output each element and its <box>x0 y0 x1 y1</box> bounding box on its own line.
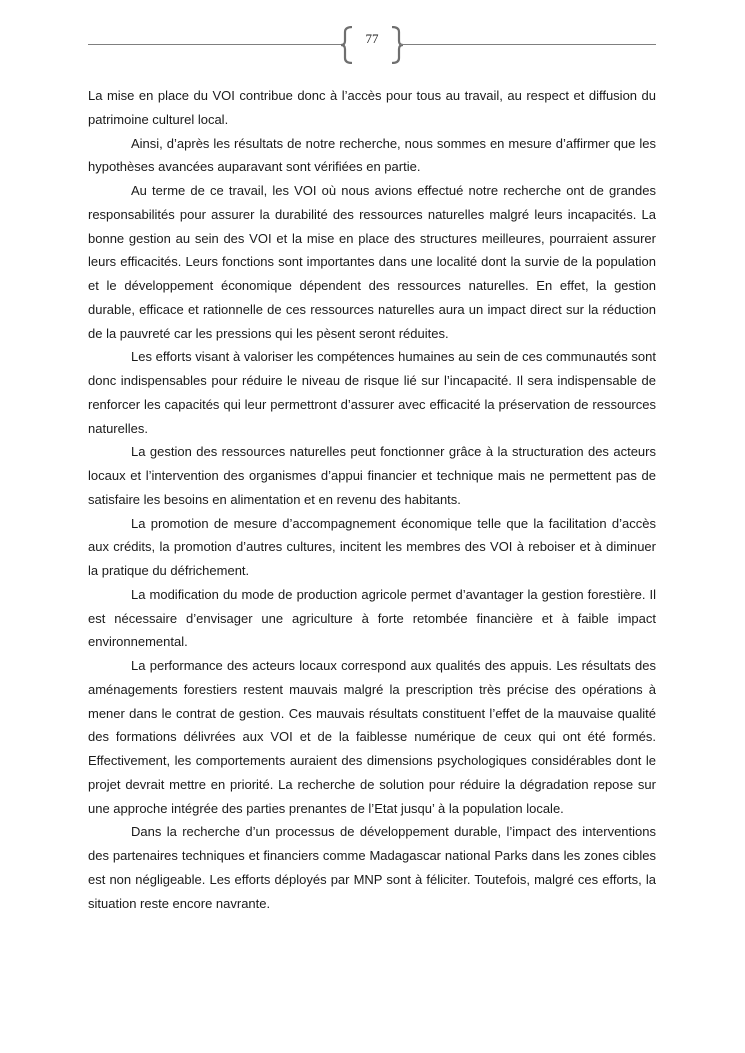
paragraph: La performance des acteurs locaux correspond aux qualités des appuis. Les résultats des aménagements forestiers restent mauvais malgré la prescription très précise des opérations à mener dans le contrat de gestion. Ces mauvais résultats constituent l’effet de la mauvaise qualité des formations délivrées aux VOI et de la faiblesse numérique de ceux qui ont été formés. Effectivement, les comportements auraient des dimensions psychologiques considérables dont le projet devrait mettre en priorité. La recherche de solution pour réduire la dégradation repose sur une approche intégrée des parties prenantes de l’Etat jusqu’ à la population locale. <box>88 658 656 816</box>
left-bracket-icon <box>340 26 354 64</box>
paragraph: Au terme de ce travail, les VOI où nous avions effectué notre recherche ont de grandes responsabilités pour assurer la durabilité des ressources naturelles malgré leurs incapacités. La bonne gestion au sein des VOI et la mise en place des structures meilleures, pourraient assurer leurs efficacités. Leurs fonctions sont importantes dans une localité dont la survie de la population et le développement économique dépendent des ressources naturelles. En effet, la gestion durable, efficace et rationnelle de ces ressources naturelles aura un impact direct sur la réduction de la pauvreté car les pressions qui les pèsent seront réduites. <box>88 183 656 341</box>
right-bracket-icon <box>390 26 404 64</box>
page-header <box>88 22 656 66</box>
paragraph: La promotion de mesure d’accompagnement économique telle que la facilitation d’accès aux crédits, la promotion d’autres cultures, incitent les membres des VOI à reboiser et à diminuer la pratique du défrichement. <box>88 515 656 578</box>
body-text <box>88 84 656 915</box>
header-rule-left <box>88 44 342 45</box>
paragraph: Ainsi, d’après les résultats de notre recherche, nous sommes en mesure d’affirmer que les hypothèses avancées auparavant sont vérifiées en partie. <box>88 135 656 175</box>
paragraph: La gestion des ressources naturelles peut fonctionner grâce à la structuration des acteurs locaux et l’intervention des organismes d’appui financier et technique mais ne permettent pas de satisfaire les besoins en alimentation et en revenu des habitants. <box>88 444 656 507</box>
paragraph: Les efforts visant à valoriser les compétences humaines au sein de ces communautés sont donc indispensables pour réduire le niveau de risque lié sur l’incapacité. Il sera indispensable de renforcer les capacités qui leur permettront d’assurer avec efficacité la préservation de ressources naturelles. <box>88 349 656 436</box>
page-number: 77 <box>365 31 379 46</box>
paragraph: Dans la recherche d’un processus de développement durable, l’impact des interventions des partenaires techniques et financiers comme Madagascar national Parks dans les zones cibles est non négligeable. Les efforts déployés par MNP sont à féliciter. Toutefois, malgré ces efforts, la situation reste encore navrante. <box>88 824 656 911</box>
paragraph: La mise en place du VOI contribue donc à l’accès pour tous au travail, au respect et diffusion du patrimoine culturel local. <box>88 88 656 127</box>
header-rule-right <box>400 44 656 45</box>
paragraph: La modification du mode de production agricole permet d’avantager la gestion forestière. Il est nécessaire d’envisager une agriculture à forte retombée financière et à faible impact environnemental. <box>88 586 656 650</box>
